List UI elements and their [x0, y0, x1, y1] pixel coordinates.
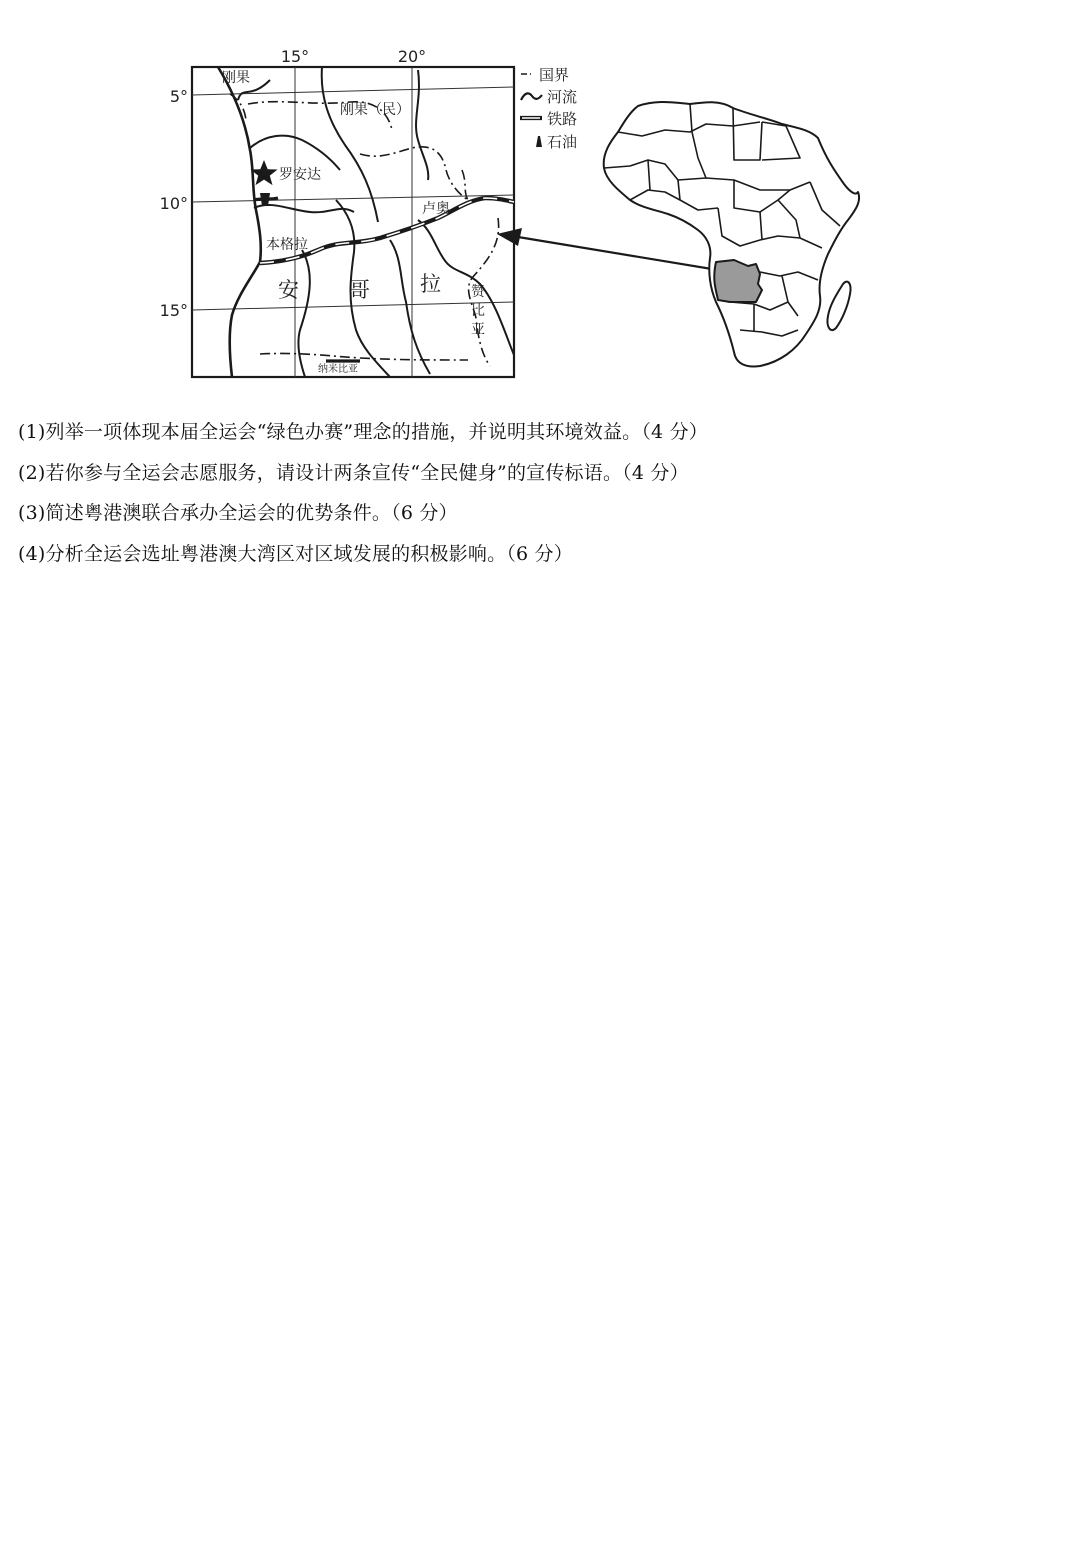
- legend-label-railway: 铁路: [547, 110, 578, 128]
- label-zambia-3: 亚: [471, 322, 485, 338]
- question-4: (4)分析全运会选址粤港澳大湾区对区域发展的积极影响。（6 分）: [18, 542, 573, 565]
- label-drc: 刚果（民）: [340, 102, 410, 118]
- legend-item-railway: [520, 110, 577, 128]
- legend-item-river: [521, 88, 577, 106]
- label-benguela: 本格拉: [266, 237, 308, 253]
- lat-label-15: 15°: [159, 301, 188, 320]
- lat-label-10: 10°: [159, 194, 188, 213]
- angola-map: [160, 47, 514, 377]
- legend-item-oil: [536, 133, 577, 151]
- arrow-shaft: [512, 236, 730, 272]
- question-1: (1)列举一项体现本届全运会“绿色办赛”理念的措施，并说明其环境效益。（4 分）: [18, 421, 708, 443]
- angola-highlight: [714, 260, 762, 302]
- label-zambia-2: 比: [471, 303, 485, 319]
- label-zambia-1: 赞: [471, 284, 485, 300]
- map-svg: [150, 40, 890, 400]
- lon-label-15: 15°: [280, 47, 310, 66]
- label-luo: 卢奥: [422, 201, 450, 217]
- lat-label-5: 5°: [169, 87, 188, 106]
- label-congo: 刚果: [222, 70, 250, 86]
- africa-outline: [604, 102, 859, 366]
- question-2: (2)若你参与全运会志愿服务，请设计两条宣传“全民健身”的宣传标语。（4 分）: [18, 461, 689, 484]
- legend-oil-icon: [536, 136, 542, 147]
- legend-label-oil: 石油: [547, 133, 578, 151]
- locator-arrow: [497, 228, 730, 272]
- label-angola-3: 拉: [420, 272, 441, 296]
- legend-label-border: 国界: [539, 66, 570, 84]
- question-3: (3)简述粤港澳联合承办全运会的优势条件。（6 分）: [18, 502, 458, 524]
- madagascar: [827, 282, 850, 330]
- river-icon: [521, 93, 542, 100]
- legend-item-border: [521, 66, 569, 84]
- label-namibia: 纳米比亚: [318, 364, 358, 375]
- label-angola-1: 安: [278, 278, 299, 302]
- map-figure: [150, 40, 890, 400]
- label-luanda: 罗安达: [279, 167, 321, 183]
- lon-label-20: 20°: [397, 47, 427, 66]
- question-list: [18, 412, 1058, 574]
- legend: [520, 66, 577, 151]
- label-angola-2: 哥: [349, 278, 370, 302]
- legend-label-river: 河流: [547, 88, 578, 106]
- africa-map: [604, 102, 859, 366]
